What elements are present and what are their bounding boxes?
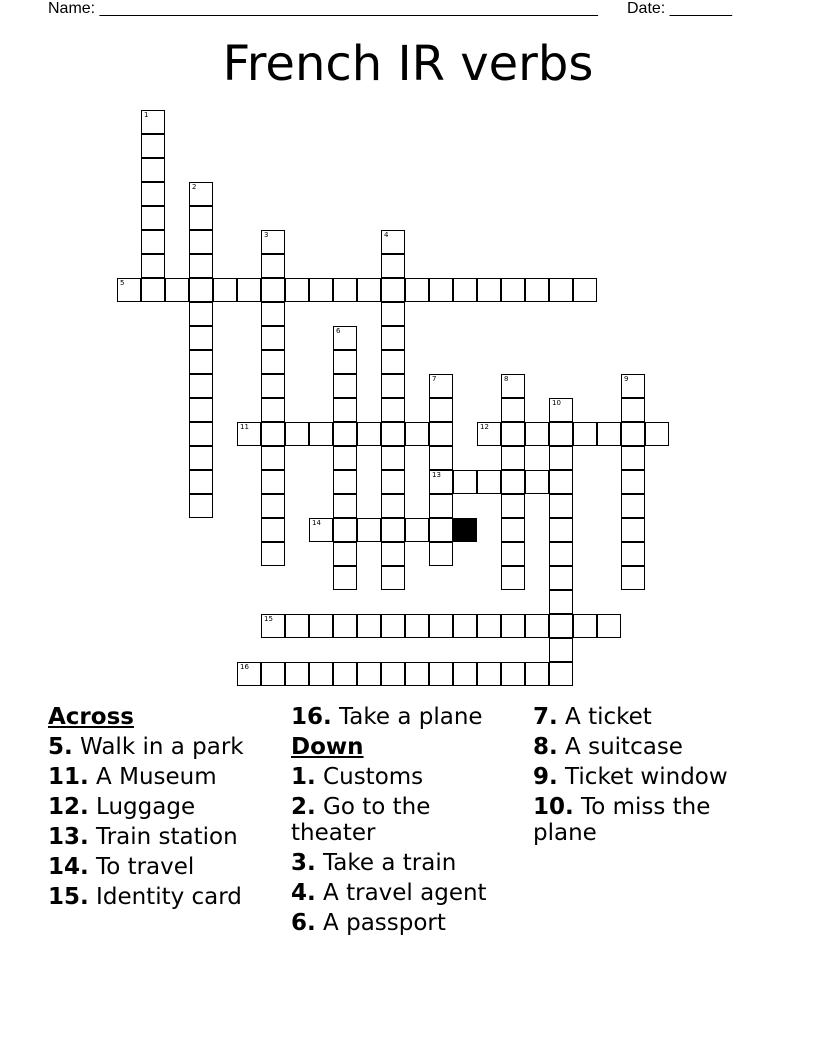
grid-cell[interactable]: [333, 518, 357, 542]
name-field: Name: ________________________________________________________: [48, 0, 598, 17]
grid-cell[interactable]: [333, 494, 357, 518]
grid-cell[interactable]: [141, 158, 165, 182]
grid-cell[interactable]: [405, 278, 429, 302]
grid-cell[interactable]: [621, 398, 645, 422]
grid-cell[interactable]: [189, 398, 213, 422]
grid-cell[interactable]: [549, 494, 573, 518]
grid-cell[interactable]: [501, 470, 525, 494]
grid-cell[interactable]: [501, 398, 525, 422]
clue-across-15: 15. Identity card: [48, 884, 242, 910]
grid-cell[interactable]: [501, 494, 525, 518]
cell-number: 11: [240, 423, 249, 431]
clue-across-12: 12. Luggage: [48, 794, 196, 820]
grid-cell[interactable]: [621, 470, 645, 494]
grid-cell[interactable]: [381, 614, 405, 638]
cell-number: 5: [120, 279, 125, 287]
date-field: Date: _______: [627, 0, 732, 17]
grid-cell[interactable]: [189, 422, 213, 446]
grid-cell[interactable]: [189, 278, 213, 302]
clue-across-13: 13. Train station: [48, 824, 238, 850]
grid-cell[interactable]: [549, 518, 573, 542]
cell-number: 16: [240, 663, 249, 671]
grid-cell[interactable]: [525, 470, 549, 494]
clue-down-10: 10. To miss the plane: [533, 794, 711, 846]
grid-cell[interactable]: [261, 326, 285, 350]
grid-cell[interactable]: [333, 374, 357, 398]
clue-down-1: 1. Customs: [291, 764, 424, 790]
grid-cell[interactable]: [525, 662, 549, 686]
grid-cell[interactable]: [261, 518, 285, 542]
grid-cell[interactable]: [117, 278, 141, 302]
grid-cell[interactable]: [381, 422, 405, 446]
grid-cell[interactable]: [381, 566, 405, 590]
page-title: French IR verbs: [222, 36, 594, 92]
grid-cell[interactable]: [453, 662, 477, 686]
grid-cell[interactable]: [549, 662, 573, 686]
grid-cell[interactable]: [429, 470, 453, 494]
grid-cell[interactable]: [261, 278, 285, 302]
grid-cell[interactable]: [333, 278, 357, 302]
grid-cell[interactable]: [237, 662, 261, 686]
grid-cell[interactable]: [549, 614, 573, 638]
clue-down-2: 2. Go to the theater: [291, 794, 431, 846]
across-heading: Across: [48, 704, 134, 730]
grid-cell[interactable]: [261, 350, 285, 374]
grid-cell[interactable]: [429, 374, 453, 398]
grid-cell[interactable]: [453, 278, 477, 302]
grid-cell[interactable]: [381, 326, 405, 350]
clue-down-7: 7. A ticket: [533, 704, 652, 730]
clue-across-11: 11. A Museum: [48, 764, 217, 790]
clue-column-1: [48, 704, 278, 914]
cell-number: 7: [432, 375, 437, 383]
grid-cell[interactable]: [621, 446, 645, 470]
cell-number: 6: [336, 327, 341, 335]
grid-cell[interactable]: [333, 398, 357, 422]
grid-cell[interactable]: [261, 542, 285, 566]
grid-cell[interactable]: [549, 398, 573, 422]
grid-cell[interactable]: [189, 206, 213, 230]
grid-cell[interactable]: [381, 230, 405, 254]
grid-cell[interactable]: [261, 614, 285, 638]
grid-cell[interactable]: [501, 518, 525, 542]
grid-cell[interactable]: [549, 566, 573, 590]
grid-cell[interactable]: [525, 614, 549, 638]
cell-number: 10: [552, 399, 561, 407]
grid-cell[interactable]: [621, 422, 645, 446]
cell-number: 4: [384, 231, 389, 239]
grid-cell[interactable]: [405, 614, 429, 638]
grid-cell[interactable]: [429, 494, 453, 518]
grid-cell[interactable]: [261, 302, 285, 326]
clue-column-3: [533, 704, 763, 850]
grid-cell[interactable]: [261, 398, 285, 422]
grid-cell[interactable]: [597, 422, 621, 446]
grid-cell[interactable]: [141, 254, 165, 278]
grid-cell[interactable]: [261, 230, 285, 254]
grid-cell[interactable]: [477, 470, 501, 494]
grid-cell[interactable]: [429, 422, 453, 446]
grid-cell[interactable]: [549, 446, 573, 470]
grid-cell[interactable]: [237, 422, 261, 446]
cell-number: 13: [432, 471, 441, 479]
grid-cell[interactable]: [357, 614, 381, 638]
grid-cell[interactable]: [333, 662, 357, 686]
grid-cell[interactable]: [189, 302, 213, 326]
grid-cell[interactable]: [549, 590, 573, 614]
grid-cell[interactable]: [189, 182, 213, 206]
grid-cell[interactable]: [381, 446, 405, 470]
grid-cell[interactable]: [429, 614, 453, 638]
grid-cell[interactable]: [621, 542, 645, 566]
grid-cell[interactable]: [453, 470, 477, 494]
cell-number: 1: [144, 111, 149, 119]
grid-cell[interactable]: [309, 422, 333, 446]
grid-cell[interactable]: [429, 542, 453, 566]
grid-cell[interactable]: [357, 662, 381, 686]
grid-cell[interactable]: [549, 278, 573, 302]
grid-cell[interactable]: [621, 518, 645, 542]
grid-cell[interactable]: [573, 614, 597, 638]
grid-cell[interactable]: [525, 278, 549, 302]
grid-cell[interactable]: [501, 422, 525, 446]
grid-cell[interactable]: [549, 422, 573, 446]
grid-cell[interactable]: [381, 662, 405, 686]
cell-number: 14: [312, 519, 321, 527]
grid-cell[interactable]: [309, 278, 333, 302]
grid-cell[interactable]: [357, 518, 381, 542]
grid-cell[interactable]: [261, 662, 285, 686]
grid-cell[interactable]: [405, 662, 429, 686]
clue-down-9: 9. Ticket window: [533, 764, 728, 790]
clue-across-14: 14. To travel: [48, 854, 195, 880]
cell-number: 8: [504, 375, 509, 383]
grid-cell[interactable]: [261, 254, 285, 278]
grid-cell[interactable]: [309, 662, 333, 686]
black-cell: [453, 518, 477, 542]
grid-cell[interactable]: [477, 278, 501, 302]
grid-cell[interactable]: [429, 398, 453, 422]
grid-cell[interactable]: [141, 110, 165, 134]
grid-cell[interactable]: [405, 422, 429, 446]
grid-cell[interactable]: [141, 134, 165, 158]
grid-cell[interactable]: [189, 494, 213, 518]
grid-cell[interactable]: [405, 518, 429, 542]
clue-down-4: 4. A travel agent: [291, 880, 487, 906]
grid-cell[interactable]: [189, 446, 213, 470]
cell-number: 9: [624, 375, 629, 383]
grid-cell[interactable]: [621, 374, 645, 398]
grid-cell[interactable]: [141, 278, 165, 302]
cell-number: 3: [264, 231, 269, 239]
grid-cell[interactable]: [213, 278, 237, 302]
grid-cell[interactable]: [381, 518, 405, 542]
grid-cell[interactable]: [261, 494, 285, 518]
grid-cell[interactable]: [261, 422, 285, 446]
grid-cell[interactable]: [261, 446, 285, 470]
grid-cell[interactable]: [477, 614, 501, 638]
grid-cell[interactable]: [333, 326, 357, 350]
grid-cell[interactable]: [189, 374, 213, 398]
grid-cell[interactable]: [381, 374, 405, 398]
grid-cell[interactable]: [381, 398, 405, 422]
grid-cell[interactable]: [501, 614, 525, 638]
grid-cell[interactable]: [333, 614, 357, 638]
grid-cell[interactable]: [261, 470, 285, 494]
grid-cell[interactable]: [477, 662, 501, 686]
grid-cell[interactable]: [501, 662, 525, 686]
grid-cell[interactable]: [333, 566, 357, 590]
grid-cell[interactable]: [501, 374, 525, 398]
grid-cell[interactable]: [309, 518, 333, 542]
grid-cell[interactable]: [381, 278, 405, 302]
grid-cell[interactable]: [549, 638, 573, 662]
grid-cell[interactable]: [429, 278, 453, 302]
grid-cell[interactable]: [621, 494, 645, 518]
grid-cell[interactable]: [165, 278, 189, 302]
grid-cell[interactable]: [141, 230, 165, 254]
down-heading: Down: [291, 734, 364, 760]
cell-number: 12: [480, 423, 489, 431]
grid-cell[interactable]: [645, 422, 669, 446]
grid-cell[interactable]: [285, 614, 309, 638]
grid-cell[interactable]: [429, 662, 453, 686]
grid-cell[interactable]: [477, 422, 501, 446]
grid-cell[interactable]: [597, 614, 621, 638]
grid-cell[interactable]: [357, 422, 381, 446]
grid-cell[interactable]: [501, 566, 525, 590]
grid-cell[interactable]: [525, 422, 549, 446]
grid-cell[interactable]: [381, 470, 405, 494]
grid-cell[interactable]: [309, 614, 333, 638]
grid-cell[interactable]: [573, 422, 597, 446]
grid-cell[interactable]: [333, 470, 357, 494]
grid-cell[interactable]: [333, 542, 357, 566]
grid-cell[interactable]: [381, 302, 405, 326]
grid-cell[interactable]: [573, 278, 597, 302]
grid-cell[interactable]: [549, 470, 573, 494]
grid-cell[interactable]: [621, 566, 645, 590]
grid-cell[interactable]: [141, 206, 165, 230]
clue-across-16: 16. Take a plane: [291, 704, 483, 730]
clue-down-6: 6. A passport: [291, 910, 446, 936]
grid-cell[interactable]: [429, 518, 453, 542]
grid-cell[interactable]: [381, 350, 405, 374]
grid-cell[interactable]: [141, 182, 165, 206]
cell-number: 15: [264, 615, 273, 623]
grid-cell[interactable]: [549, 542, 573, 566]
clue-across-5: 5. Walk in a park: [48, 734, 244, 760]
grid-cell[interactable]: [381, 254, 405, 278]
clue-down-8: 8. A suitcase: [533, 734, 683, 760]
grid-cell[interactable]: [333, 350, 357, 374]
grid-cell[interactable]: [237, 278, 261, 302]
grid-cell[interactable]: [189, 470, 213, 494]
grid-cell[interactable]: [189, 254, 213, 278]
grid-cell[interactable]: [189, 326, 213, 350]
grid-cell[interactable]: [501, 278, 525, 302]
grid-cell[interactable]: [501, 446, 525, 470]
grid-cell[interactable]: [333, 446, 357, 470]
clue-down-3: 3. Take a train: [291, 850, 457, 876]
grid-cell[interactable]: [333, 422, 357, 446]
cell-number: 2: [192, 183, 197, 191]
grid-cell[interactable]: [261, 374, 285, 398]
grid-cell[interactable]: [381, 494, 405, 518]
grid-cell[interactable]: [189, 350, 213, 374]
grid-cell[interactable]: [285, 278, 309, 302]
grid-cell[interactable]: [453, 614, 477, 638]
grid-cell[interactable]: [285, 422, 309, 446]
grid-cell[interactable]: [381, 542, 405, 566]
grid-cell[interactable]: [285, 662, 309, 686]
grid-cell[interactable]: [189, 230, 213, 254]
grid-cell[interactable]: [501, 542, 525, 566]
grid-cell[interactable]: [429, 446, 453, 470]
clue-column-2: [291, 704, 521, 940]
grid-cell[interactable]: [357, 278, 381, 302]
